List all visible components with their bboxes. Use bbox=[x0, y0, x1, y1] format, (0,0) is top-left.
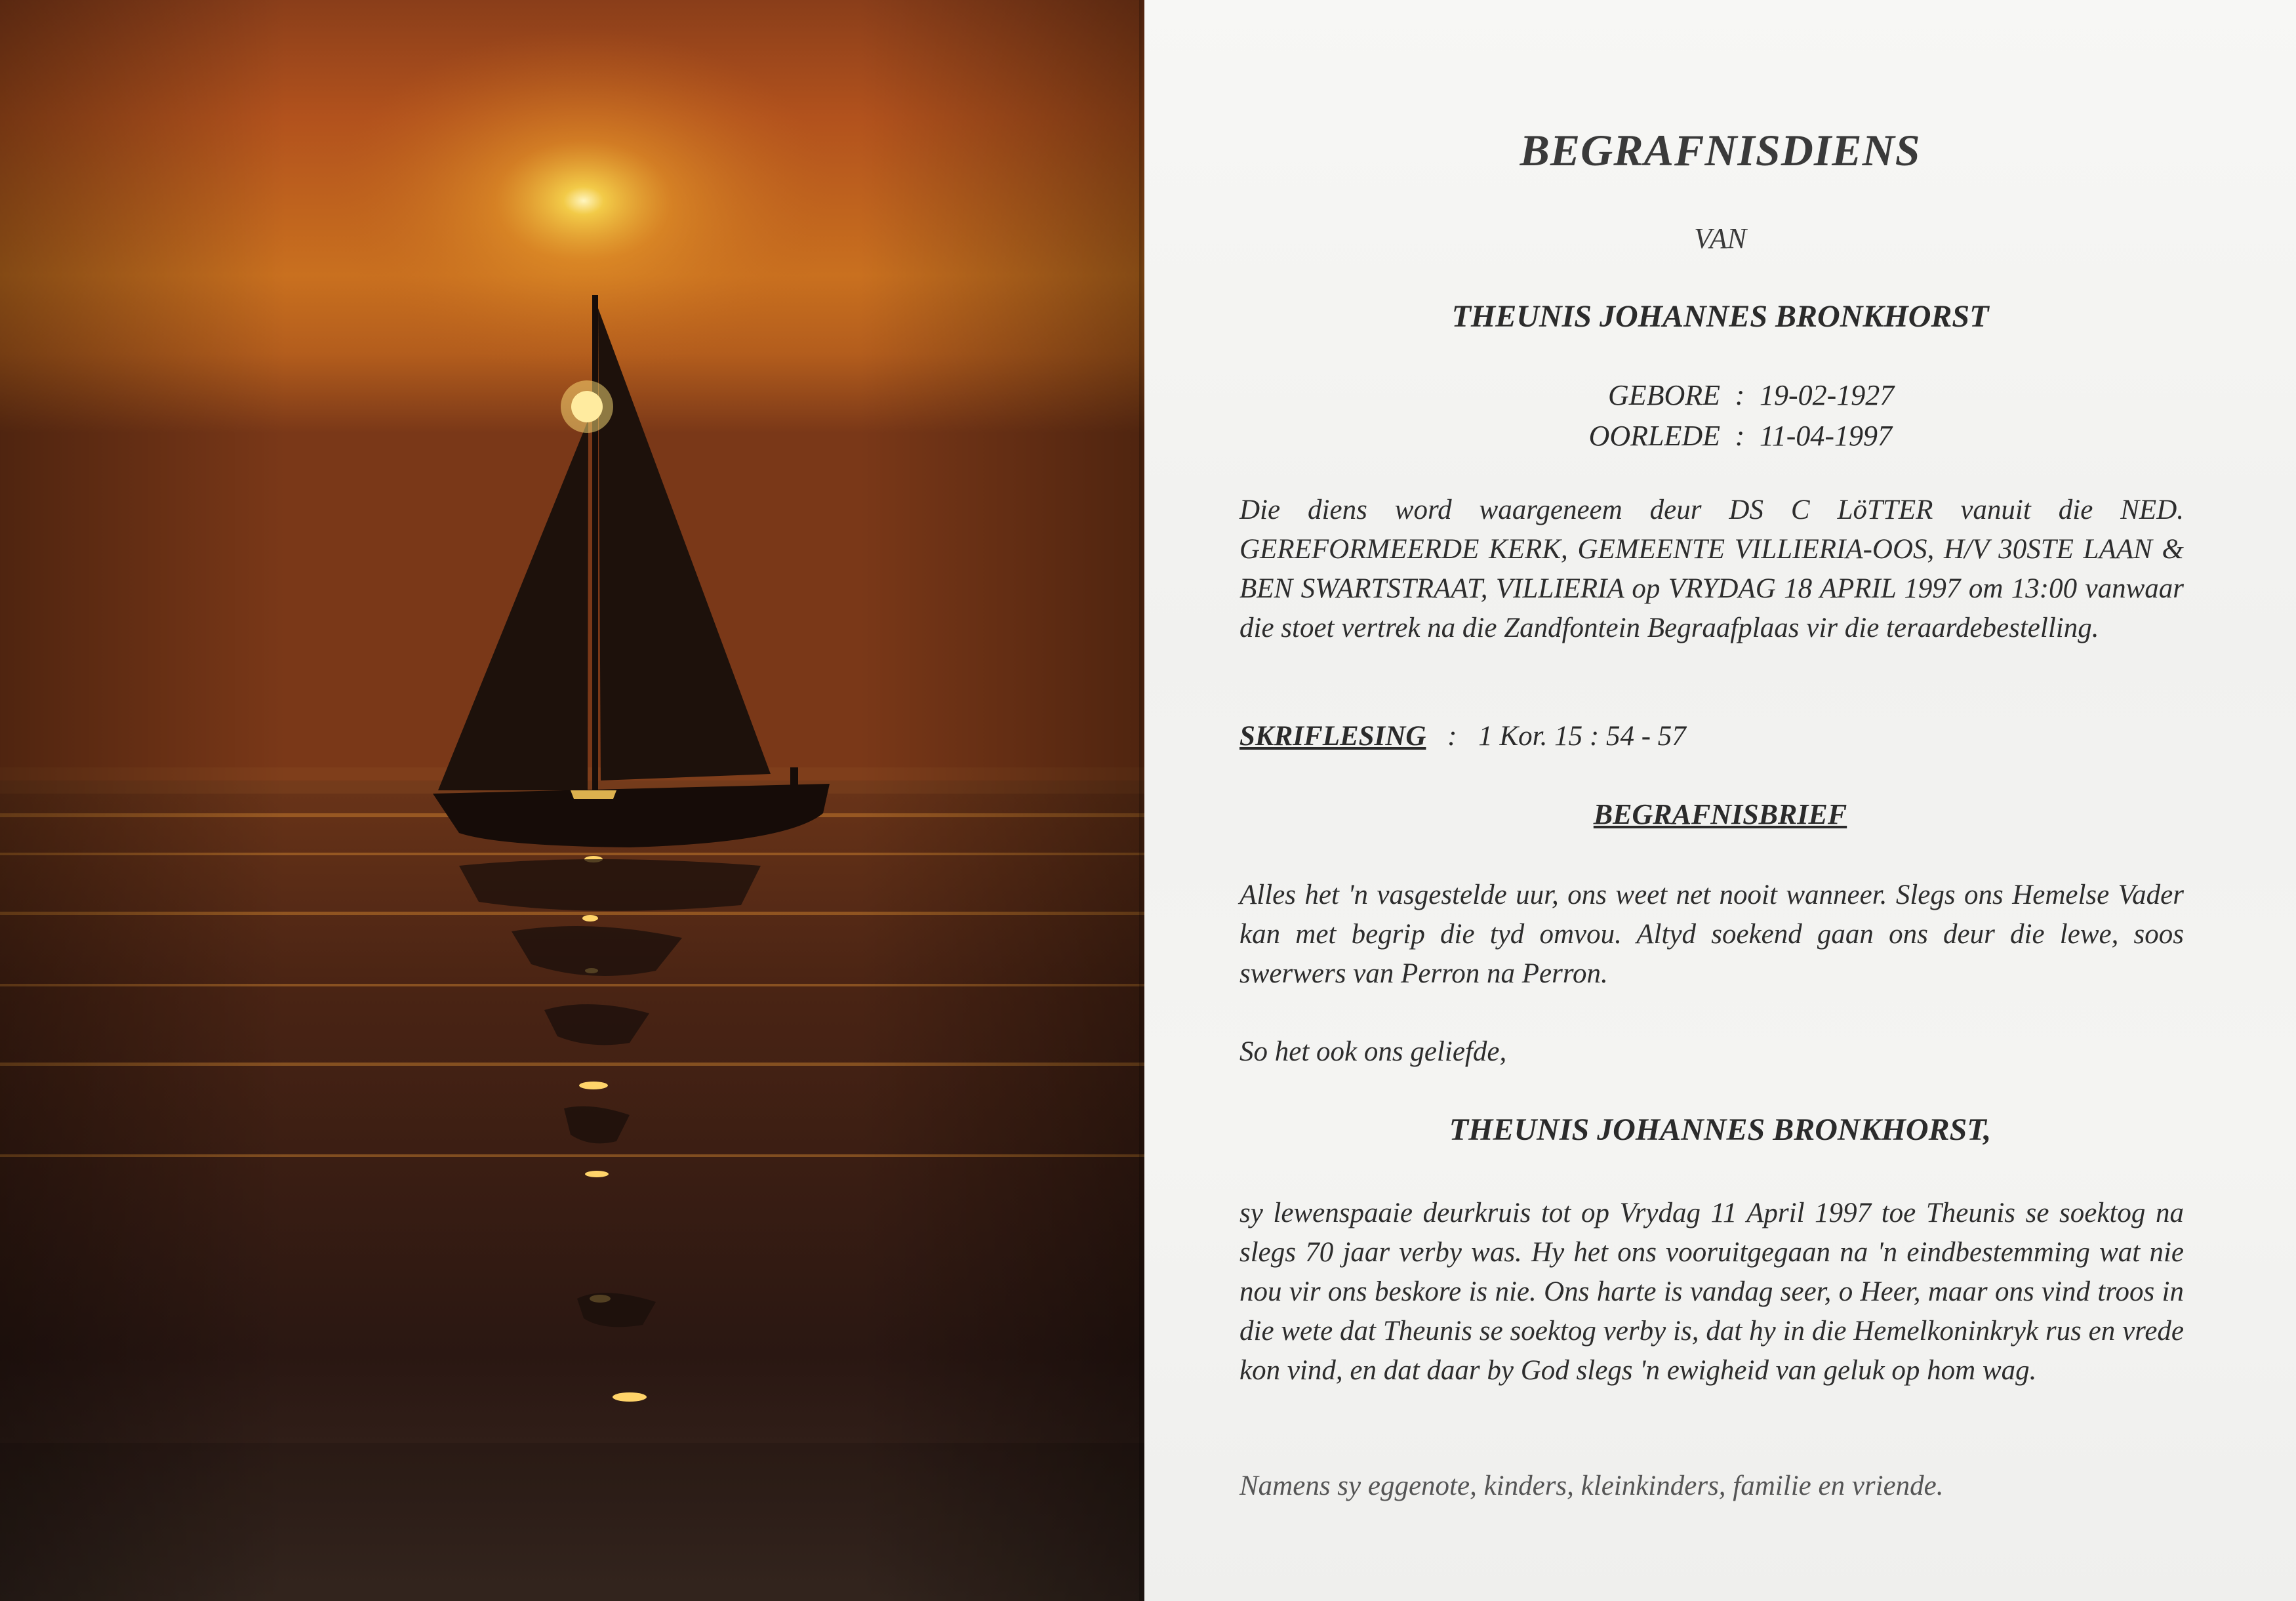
program-title: BEGRAFNISDIENS bbox=[1520, 125, 1921, 175]
family-signoff: Namens sy eggenote, kinders, kleinkinders, familie en vriende. bbox=[1239, 1470, 1944, 1501]
service-details: Die diens word waargeneem deur DS C LöTTER vanuit die NED. GEREFORMEERDE KERK, GEMEENTE VILLIERIA-OOS, H/V 30STE LAAN & BEN SWARTSTRAAT, VILLIERIA op VRYDAG 18 APRIL 1997 om 13:00 vanwaar die stoet vertrek na die Zandfontein Begraafplaas vir die teraardebestelling. bbox=[1239, 495, 2184, 643]
died-date: 11-04-1997 bbox=[1760, 420, 1893, 452]
van-label: VAN bbox=[1694, 222, 1746, 254]
scripture-label: SKRIFLESING bbox=[1239, 721, 1426, 752]
born-separator: : bbox=[1735, 379, 1745, 411]
letter-heading: BEGRAFNISBRIEF bbox=[1593, 798, 1847, 830]
letter-paragraph-2: So het ook ons geliefde, bbox=[1239, 1036, 1507, 1067]
dates-block bbox=[1144, 375, 2296, 456]
letter-paragraph-3: sy lewenspaaie deurkruis tot op Vrydag 11 April 1997 toe Theunis se soektog na slegs 70 jaar verby was. Hy het ons vooruitgegaan na 'n eindbestemming wat nie nou vir ons beskore is nie. Ons harte is vandag seer, o Heer, maar ons vind troos in die wete dat Theunis se soektog verby is, dat hy in die Hemelkoninkryk rus en vrede kon vind, en dat daar by God slegs 'n ewigheid van geluk op hom wag. bbox=[1239, 1198, 2184, 1386]
sunset-sailboat-photo bbox=[0, 0, 1144, 1601]
born-label: GEBORE bbox=[1607, 379, 1720, 411]
deceased-name-repeat: THEUNIS JOHANNES BRONKHORST, bbox=[1449, 1112, 1992, 1147]
deceased-name: THEUNIS JOHANNES BRONKHORST bbox=[1451, 299, 1989, 334]
program-text-page bbox=[1144, 0, 2296, 1601]
scripture-separator: : bbox=[1447, 721, 1457, 752]
letter-paragraph-1: Alles het 'n vasgestelde uur, ons weet net nooit wanneer. Slegs ons Hemelse Vader kan met begrip die tyd omvou. Altyd soekend gaan ons deur die lewe, soos swerwers van Perron na Perron. bbox=[1239, 880, 2184, 989]
died-separator: : bbox=[1735, 420, 1745, 452]
scripture-reference: 1 Kor. 15 : 54 - 57 bbox=[1478, 721, 1686, 752]
born-date: 19-02-1927 bbox=[1760, 379, 1895, 411]
died-label: OORLEDE bbox=[1588, 420, 1720, 452]
died-row bbox=[1144, 416, 2296, 456]
scripture-line bbox=[1239, 720, 1686, 752]
born-row bbox=[1144, 375, 2296, 416]
